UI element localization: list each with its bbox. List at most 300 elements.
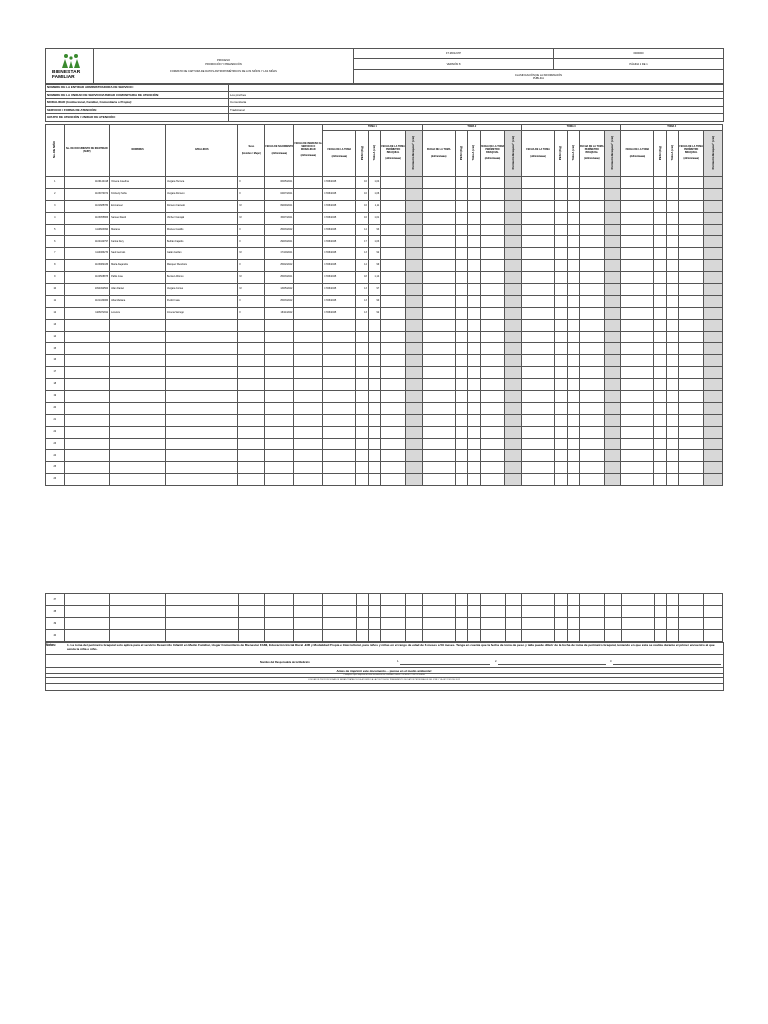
cell-empty[interactable] <box>521 402 554 414</box>
cell-empty[interactable] <box>621 248 654 260</box>
cell-peso[interactable] <box>356 450 368 462</box>
cell-empty[interactable] <box>654 367 666 379</box>
cell-empty[interactable] <box>406 260 423 272</box>
cell-empty[interactable] <box>679 188 704 200</box>
cell-empty[interactable] <box>422 594 455 606</box>
cell-empty[interactable] <box>521 236 554 248</box>
cell-talla[interactable] <box>368 331 380 343</box>
cell-empty[interactable] <box>455 402 467 414</box>
cell-empty[interactable] <box>468 200 480 212</box>
cell-empty[interactable] <box>666 402 678 414</box>
cell-nacimiento[interactable]: 15/07/2021 <box>265 212 294 224</box>
cell-talla[interactable]: 1,01 <box>368 212 380 224</box>
cell-doc[interactable]: 1104442797 <box>64 236 110 248</box>
cell-empty[interactable] <box>422 343 455 355</box>
cell-nacimiento[interactable]: 17/10/2021 <box>265 248 294 260</box>
cell-empty[interactable] <box>381 629 406 641</box>
cell-ingreso[interactable] <box>294 236 323 248</box>
cell-empty[interactable] <box>666 319 678 331</box>
cell-empty[interactable] <box>567 212 579 224</box>
cell-empty[interactable] <box>679 367 704 379</box>
cell-empty[interactable] <box>521 224 554 236</box>
cell-ingreso[interactable] <box>294 462 323 474</box>
cell-empty[interactable] <box>555 331 567 343</box>
cell-no[interactable]: 8 <box>46 260 65 272</box>
cell-nombres[interactable] <box>110 391 166 403</box>
cell-sexo[interactable] <box>238 402 265 414</box>
cell-apellidos[interactable] <box>166 414 238 426</box>
cell-empty[interactable] <box>521 450 554 462</box>
cell-apellidos[interactable] <box>166 343 238 355</box>
cell-empty[interactable] <box>381 248 406 260</box>
cell-empty[interactable] <box>406 295 423 307</box>
cell-empty[interactable] <box>679 629 704 641</box>
cell-empty[interactable] <box>406 438 423 450</box>
cell-empty[interactable] <box>468 248 480 260</box>
cell-empty[interactable] <box>521 260 554 272</box>
cell-empty[interactable] <box>679 343 704 355</box>
cell-nombres[interactable] <box>110 474 166 486</box>
cell-empty[interactable] <box>704 295 723 307</box>
cell-empty[interactable] <box>480 307 505 319</box>
cell-empty[interactable] <box>166 617 238 629</box>
cell-empty[interactable] <box>422 629 455 641</box>
cell-empty[interactable] <box>381 450 406 462</box>
cell-empty[interactable] <box>579 438 604 450</box>
cell-no[interactable]: 19 <box>46 391 65 403</box>
cell-doc[interactable]: 1106072011 <box>64 307 110 319</box>
cell-fecha-toma[interactable] <box>323 426 356 438</box>
cell-empty[interactable] <box>521 438 554 450</box>
cell-empty[interactable] <box>521 177 554 189</box>
cell-nacimiento[interactable]: 09/09/2021 <box>265 200 294 212</box>
cell-empty[interactable] <box>555 248 567 260</box>
cell-empty[interactable] <box>368 605 380 617</box>
cell-empty[interactable] <box>679 605 704 617</box>
cell-ingreso[interactable] <box>294 343 323 355</box>
cell-empty[interactable] <box>422 414 455 426</box>
cell-empty[interactable] <box>704 402 723 414</box>
cell-empty[interactable] <box>567 177 579 189</box>
cell-sexo[interactable] <box>238 319 265 331</box>
cell-empty[interactable] <box>654 391 666 403</box>
cell-empty[interactable] <box>666 272 678 284</box>
cell-empty[interactable] <box>381 188 406 200</box>
cell-talla[interactable] <box>368 450 380 462</box>
cell-empty[interactable] <box>654 236 666 248</box>
cell-empty[interactable] <box>621 605 654 617</box>
cell-apellidos[interactable] <box>166 319 238 331</box>
cell-empty[interactable] <box>579 319 604 331</box>
cell-empty[interactable] <box>604 462 621 474</box>
cell-empty[interactable] <box>666 331 678 343</box>
cell-fecha-toma[interactable] <box>323 450 356 462</box>
cell-empty[interactable] <box>381 307 406 319</box>
cell-nombres[interactable] <box>110 331 166 343</box>
cell-empty[interactable] <box>567 295 579 307</box>
cell-empty[interactable] <box>406 594 423 606</box>
cell-no[interactable]: 37 <box>46 594 65 606</box>
cell-empty[interactable] <box>505 188 522 200</box>
cell-empty[interactable] <box>667 629 679 641</box>
cell-ingreso[interactable] <box>294 177 323 189</box>
cell-no[interactable]: 17 <box>46 367 65 379</box>
cell-nombres[interactable]: Mariana <box>110 224 166 236</box>
cell-empty[interactable] <box>704 629 723 641</box>
cell-empty[interactable] <box>381 474 406 486</box>
cell-empty[interactable] <box>621 414 654 426</box>
cell-empty[interactable] <box>356 629 368 641</box>
cell-empty[interactable] <box>555 260 567 272</box>
cell-no[interactable]: 16 <box>46 355 65 367</box>
cell-ingreso[interactable] <box>294 307 323 319</box>
cell-empty[interactable] <box>679 295 704 307</box>
cell-no[interactable]: 40 <box>46 629 65 641</box>
cell-empty[interactable] <box>468 319 480 331</box>
cell-empty[interactable] <box>64 617 110 629</box>
cell-no[interactable]: 5 <box>46 224 65 236</box>
cell-empty[interactable] <box>406 629 423 641</box>
cell-empty[interactable] <box>604 200 621 212</box>
cell-peso[interactable] <box>356 402 368 414</box>
cell-empty[interactable] <box>455 248 467 260</box>
cell-fecha-toma[interactable] <box>323 355 356 367</box>
cell-empty[interactable] <box>422 272 455 284</box>
cell-empty[interactable] <box>381 605 406 617</box>
cell-empty[interactable] <box>704 224 723 236</box>
cell-empty[interactable] <box>666 355 678 367</box>
cell-empty[interactable] <box>406 379 423 391</box>
cell-peso[interactable]: 18 <box>356 272 368 284</box>
cell-empty[interactable] <box>505 629 522 641</box>
cell-nacimiento[interactable] <box>265 438 294 450</box>
cell-ingreso[interactable] <box>294 474 323 486</box>
cell-empty[interactable] <box>555 450 567 462</box>
cell-empty[interactable] <box>480 450 505 462</box>
cell-empty[interactable] <box>704 462 723 474</box>
cell-empty[interactable] <box>521 212 554 224</box>
cell-empty[interactable] <box>666 343 678 355</box>
cell-nacimiento[interactable] <box>265 379 294 391</box>
cell-no[interactable]: 9 <box>46 272 65 284</box>
cell-apellidos[interactable]: Vergara Cortes <box>166 284 238 296</box>
cell-ingreso[interactable] <box>294 188 323 200</box>
cell-talla[interactable] <box>368 391 380 403</box>
cell-empty[interactable] <box>505 177 522 189</box>
cell-empty[interactable] <box>480 212 505 224</box>
cell-empty[interactable] <box>381 177 406 189</box>
cell-empty[interactable] <box>265 605 294 617</box>
cell-no[interactable]: 20 <box>46 402 65 414</box>
cell-doc[interactable]: 1103070072 <box>64 188 110 200</box>
cell-empty[interactable] <box>666 307 678 319</box>
cell-empty[interactable] <box>654 188 666 200</box>
cell-sexo[interactable] <box>238 426 265 438</box>
cell-empty[interactable] <box>381 319 406 331</box>
cell-empty[interactable] <box>406 307 423 319</box>
cell-empty[interactable] <box>555 284 567 296</box>
cell-apellidos[interactable]: Vergara Herrera <box>166 177 238 189</box>
cell-empty[interactable] <box>505 343 522 355</box>
cell-empty[interactable] <box>455 260 467 272</box>
cell-empty[interactable] <box>555 438 567 450</box>
cell-empty[interactable] <box>422 236 455 248</box>
cell-empty[interactable] <box>654 594 666 606</box>
cell-empty[interactable] <box>406 212 423 224</box>
cell-nacimiento[interactable]: 29/03/2021 <box>265 236 294 248</box>
cell-empty[interactable] <box>555 617 567 629</box>
cell-empty[interactable] <box>381 367 406 379</box>
cell-empty[interactable] <box>521 367 554 379</box>
cell-empty[interactable] <box>505 462 522 474</box>
cell-empty[interactable] <box>579 236 604 248</box>
cell-empty[interactable] <box>621 177 654 189</box>
cell-empty[interactable] <box>567 594 579 606</box>
cell-talla[interactable] <box>368 474 380 486</box>
cell-empty[interactable] <box>238 629 265 641</box>
cell-empty[interactable] <box>455 629 467 641</box>
cell-empty[interactable] <box>505 594 522 606</box>
cell-empty[interactable] <box>666 188 678 200</box>
cell-no[interactable]: 7 <box>46 248 65 260</box>
cell-empty[interactable] <box>422 367 455 379</box>
cell-empty[interactable] <box>455 224 467 236</box>
cell-empty[interactable] <box>480 402 505 414</box>
cell-fecha-toma[interactable]: 17/06/2025 <box>323 272 356 284</box>
cell-empty[interactable] <box>567 474 579 486</box>
cell-empty[interactable] <box>455 188 467 200</box>
cell-peso[interactable] <box>356 474 368 486</box>
cell-empty[interactable] <box>654 474 666 486</box>
cell-no[interactable]: 6 <box>46 236 65 248</box>
cell-empty[interactable] <box>604 474 621 486</box>
cell-nacimiento[interactable] <box>265 343 294 355</box>
cell-empty[interactable] <box>406 402 423 414</box>
cell-peso[interactable]: 16 <box>356 200 368 212</box>
cell-empty[interactable] <box>604 617 621 629</box>
cell-empty[interactable] <box>679 260 704 272</box>
cell-empty[interactable] <box>406 462 423 474</box>
cell-fecha-toma[interactable]: 17/06/2025 <box>323 177 356 189</box>
cell-empty[interactable] <box>704 367 723 379</box>
cell-empty[interactable] <box>579 188 604 200</box>
cell-ingreso[interactable] <box>294 319 323 331</box>
cell-empty[interactable] <box>621 438 654 450</box>
cell-nacimiento[interactable] <box>265 367 294 379</box>
cell-empty[interactable] <box>579 402 604 414</box>
cell-empty[interactable] <box>621 224 654 236</box>
cell-talla[interactable]: 1,04 <box>368 177 380 189</box>
cell-empty[interactable] <box>567 319 579 331</box>
cell-peso[interactable] <box>356 414 368 426</box>
cell-empty[interactable] <box>468 391 480 403</box>
cell-empty[interactable] <box>468 402 480 414</box>
cell-empty[interactable] <box>505 605 522 617</box>
cell-empty[interactable] <box>422 438 455 450</box>
cell-no[interactable]: 26 <box>46 474 65 486</box>
cell-empty[interactable] <box>480 177 505 189</box>
cell-sexo[interactable]: M <box>238 272 265 284</box>
cell-empty[interactable] <box>567 629 579 641</box>
cell-empty[interactable] <box>679 248 704 260</box>
cell-nacimiento[interactable] <box>265 426 294 438</box>
cell-talla[interactable]: 1,06 <box>368 188 380 200</box>
cell-empty[interactable] <box>422 617 455 629</box>
cell-empty[interactable] <box>455 212 467 224</box>
cell-empty[interactable] <box>604 605 621 617</box>
cell-talla[interactable] <box>368 414 380 426</box>
cell-empty[interactable] <box>604 379 621 391</box>
cell-empty[interactable] <box>323 629 356 641</box>
cell-empty[interactable] <box>381 200 406 212</box>
cell-empty[interactable] <box>679 474 704 486</box>
cell-empty[interactable] <box>704 426 723 438</box>
cell-empty[interactable] <box>621 188 654 200</box>
cell-empty[interactable] <box>505 438 522 450</box>
cell-peso[interactable]: 13 <box>356 248 368 260</box>
cell-empty[interactable] <box>468 462 480 474</box>
cell-fecha-toma[interactable]: 17/06/2025 <box>323 248 356 260</box>
cell-empty[interactable] <box>654 272 666 284</box>
cell-empty[interactable] <box>666 438 678 450</box>
cell-apellidos[interactable]: Montes Castillo <box>166 224 238 236</box>
cell-fecha-toma[interactable]: 17/06/2025 <box>323 260 356 272</box>
cell-empty[interactable] <box>480 188 505 200</box>
cell-empty[interactable] <box>621 236 654 248</box>
cell-no[interactable]: 39 <box>46 617 65 629</box>
cell-doc[interactable] <box>64 331 110 343</box>
cell-empty[interactable] <box>455 605 467 617</box>
cell-empty[interactable] <box>422 212 455 224</box>
cell-empty[interactable] <box>704 331 723 343</box>
cell-empty[interactable] <box>480 343 505 355</box>
cell-nombres[interactable]: Saul Germán <box>110 248 166 260</box>
cell-empty[interactable] <box>505 272 522 284</box>
cell-empty[interactable] <box>579 331 604 343</box>
cell-empty[interactable] <box>667 617 679 629</box>
cell-fecha-toma[interactable] <box>323 462 356 474</box>
cell-sexo[interactable]: F <box>238 307 265 319</box>
cell-empty[interactable] <box>323 605 356 617</box>
cell-empty[interactable] <box>455 284 467 296</box>
cell-empty[interactable] <box>555 462 567 474</box>
cell-empty[interactable] <box>604 331 621 343</box>
cell-nacimiento[interactable]: 25/03/2022 <box>265 224 294 236</box>
cell-empty[interactable] <box>406 248 423 260</box>
cell-sexo[interactable]: F <box>238 260 265 272</box>
cell-empty[interactable] <box>704 391 723 403</box>
cell-no[interactable]: 18 <box>46 379 65 391</box>
cell-empty[interactable] <box>480 629 505 641</box>
cell-apellidos[interactable]: Marquez Mendoza <box>166 260 238 272</box>
cell-empty[interactable] <box>604 248 621 260</box>
cell-nacimiento[interactable] <box>265 402 294 414</box>
cell-empty[interactable] <box>567 284 579 296</box>
cell-doc[interactable] <box>64 391 110 403</box>
cell-empty[interactable] <box>555 629 567 641</box>
cell-empty[interactable] <box>381 594 406 606</box>
cell-empty[interactable] <box>679 331 704 343</box>
cell-empty[interactable] <box>505 236 522 248</box>
cell-empty[interactable] <box>654 177 666 189</box>
cell-peso[interactable] <box>356 343 368 355</box>
cell-empty[interactable] <box>381 355 406 367</box>
cell-nombres[interactable]: Allan Daniel <box>110 284 166 296</box>
cell-sexo[interactable] <box>238 438 265 450</box>
cell-empty[interactable] <box>422 188 455 200</box>
cell-doc[interactable]: 1110466270 <box>64 248 110 260</box>
cell-talla[interactable]: 1,03 <box>368 236 380 248</box>
cell-empty[interactable] <box>505 284 522 296</box>
cell-empty[interactable] <box>422 355 455 367</box>
cell-empty[interactable] <box>704 284 723 296</box>
cell-empty[interactable] <box>455 331 467 343</box>
cell-sexo[interactable] <box>238 462 265 474</box>
cell-empty[interactable] <box>166 594 238 606</box>
cell-sexo[interactable]: F <box>238 236 265 248</box>
cell-nombres[interactable]: Samuel David <box>110 212 166 224</box>
cell-empty[interactable] <box>265 617 294 629</box>
cell-peso[interactable]: 17 <box>356 236 368 248</box>
cell-apellidos[interactable] <box>166 355 238 367</box>
cell-empty[interactable] <box>468 474 480 486</box>
cell-empty[interactable] <box>455 617 467 629</box>
cell-empty[interactable] <box>666 260 678 272</box>
cell-empty[interactable] <box>567 414 579 426</box>
cell-nacimiento[interactable] <box>265 391 294 403</box>
cell-empty[interactable] <box>621 331 654 343</box>
cell-empty[interactable] <box>604 307 621 319</box>
cell-empty[interactable] <box>567 605 579 617</box>
cell-nombres[interactable] <box>110 319 166 331</box>
cell-empty[interactable] <box>704 248 723 260</box>
cell-empty[interactable] <box>381 212 406 224</box>
cell-nacimiento[interactable]: 13/05/2022 <box>265 284 294 296</box>
cell-talla[interactable]: 97 <box>368 284 380 296</box>
cell-empty[interactable] <box>356 594 368 606</box>
cell-apellidos[interactable]: Vilchez Carvajal <box>166 212 238 224</box>
cell-empty[interactable] <box>704 343 723 355</box>
cell-no[interactable]: 24 <box>46 450 65 462</box>
cell-empty[interactable] <box>555 367 567 379</box>
cell-empty[interactable] <box>480 331 505 343</box>
cell-empty[interactable] <box>654 284 666 296</box>
cell-empty[interactable] <box>704 319 723 331</box>
cell-empty[interactable] <box>468 355 480 367</box>
cell-sexo[interactable] <box>238 474 265 486</box>
cell-empty[interactable] <box>704 474 723 486</box>
cell-doc[interactable] <box>64 462 110 474</box>
cell-empty[interactable] <box>422 284 455 296</box>
cell-empty[interactable] <box>356 617 368 629</box>
cell-empty[interactable] <box>704 355 723 367</box>
cell-empty[interactable] <box>505 402 522 414</box>
cell-apellidos[interactable]: Romero Caicedo <box>166 200 238 212</box>
cell-empty[interactable] <box>567 426 579 438</box>
cell-doc[interactable]: 1101430060 <box>64 295 110 307</box>
cell-empty[interactable] <box>521 355 554 367</box>
cell-empty[interactable] <box>110 629 166 641</box>
cell-empty[interactable] <box>579 414 604 426</box>
cell-peso[interactable]: 13 <box>356 284 368 296</box>
cell-apellidos[interactable]: Vergara Romero <box>166 188 238 200</box>
cell-empty[interactable] <box>505 319 522 331</box>
cell-nombres[interactable] <box>110 367 166 379</box>
cell-empty[interactable] <box>555 272 567 284</box>
cell-empty[interactable] <box>521 343 554 355</box>
cell-empty[interactable] <box>604 224 621 236</box>
cell-empty[interactable] <box>238 605 265 617</box>
